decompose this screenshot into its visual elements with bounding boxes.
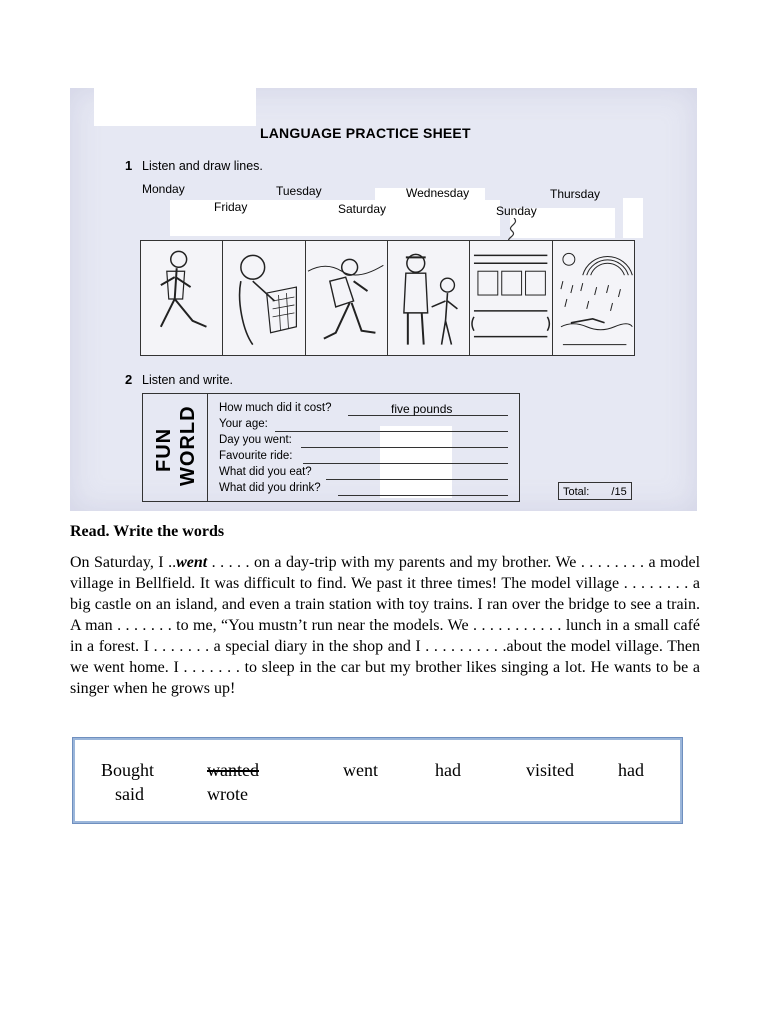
total-value: /15 [611,486,627,498]
day-label-tuesday: Tuesday [276,184,322,198]
sheet-title: LANGUAGE PRACTICE SHEET [260,125,471,141]
day-label-wednesday: Wednesday [406,186,470,200]
story-text-start: On Saturday, I .. [70,554,177,571]
redaction-patch [94,88,256,126]
ticket-question: What did you eat? [219,466,312,478]
word-bank-item: went [343,760,378,780]
answer-line [326,479,508,480]
story-text-rest: . . . . . on a day-trip with my parents and my brother. We . . . . . . . . a model village in Bellfield. It was difficult to find. We past it three times! The model village . . . . . . . . a big castle on an island, and even a train station with toy trains. I ran over the bridge to see a train. A man . . . . . . . to me, “You mustn’t run near the models. We . . . . . . . . . . . lunch in a small café in a forest. I . . . . . . . a special diary in the shop and I . . . . . . . . . .about the model village. Then we went home. I . . . . . . . to sleep in the car but my brother likes singing a lot. He wants to be a singer when he grows up! [70,554,701,697]
picture-firefighter-child [388,241,470,355]
day-label-monday: Monday [142,182,185,196]
fun-world-logo [143,394,208,501]
answer-line [303,463,508,464]
word-bank-item: had [435,760,461,780]
question-1-instruction: Listen and draw lines. [142,159,263,173]
picture-rain-swimmer [553,241,634,355]
ticket-question: Your age: [219,418,268,430]
ticket-question: How much did it cost? [219,402,332,414]
fun-world-ticket [142,393,520,502]
word-bank-item: visited [526,760,574,780]
exercise-heading: Read. Write the words [70,523,225,540]
answer-line [275,431,508,432]
day-label-thursday: Thursday [550,187,601,201]
answer-line [338,495,508,496]
total-score-box [558,482,632,500]
word-bank-item-crossed: wanted [207,760,259,780]
answer-line [301,447,508,448]
question-2-number: 2 [125,372,133,387]
logo-line-fun: FUN [153,427,175,472]
day-label-friday: Friday [214,200,248,214]
word-bank-item: wrote [207,784,248,804]
word-bank-item: had [618,760,644,780]
question-1-number: 1 [125,158,133,173]
word-bank-item: said [115,784,144,804]
scanned-worksheet [70,88,697,511]
picture-strip [140,240,635,356]
redaction-patch [623,198,643,238]
word-bank-item: Bought [101,760,155,780]
day-label-sunday: Sunday [496,204,537,218]
ticket-question: What did you drink? [219,482,321,494]
picture-train-carriage [470,241,552,355]
ticket-question: Day you went: [219,434,292,446]
total-label: Total: [563,486,590,498]
question-2-instruction: Listen and write. [142,373,234,387]
day-label-saturday: Saturday [338,202,387,216]
story-paragraph [70,552,700,699]
picture-boy-computer [223,241,305,355]
word-bank-box [72,737,683,824]
picture-boy-running [141,241,223,355]
example-answer: went [176,554,208,571]
ticket-question: Favourite ride: [219,450,293,462]
ticket-answer: five pounds [391,402,453,416]
logo-line-world: WORLD [177,405,199,486]
picture-boy-hiking [306,241,388,355]
